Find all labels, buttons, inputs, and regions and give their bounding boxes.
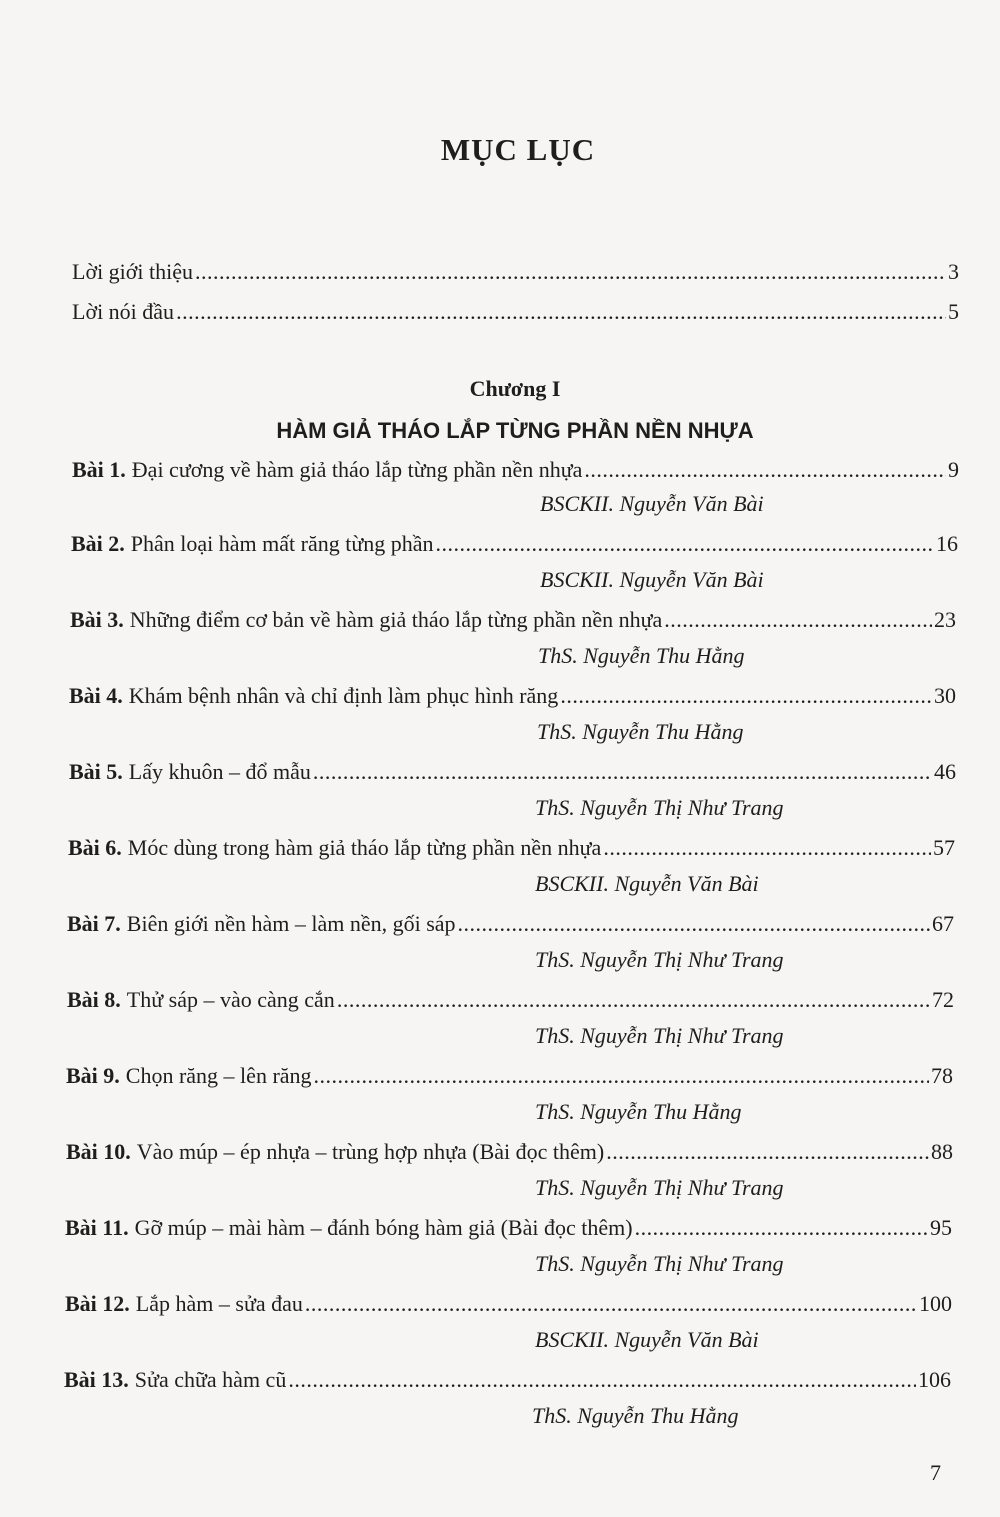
toc-entry-lesson-5	[69, 758, 956, 786]
toc-entry-preface	[72, 298, 959, 326]
entry-page: 88	[931, 1139, 953, 1164]
entry-title: Khám bệnh nhân và chỉ định làm phục hình răng	[128, 683, 559, 708]
lesson-number: Bài 11.	[65, 1215, 129, 1240]
leader-dots	[436, 530, 934, 558]
leader-dots	[606, 1138, 929, 1166]
lesson-author: BSCKII. Nguyễn Văn Bài	[540, 567, 764, 592]
lesson-author: ThS. Nguyễn Thu Hằng	[535, 1099, 742, 1124]
leader-dots	[195, 258, 946, 286]
entry-page: 5	[948, 299, 959, 324]
leader-dots	[635, 1214, 928, 1242]
entry-page: 57	[933, 835, 955, 860]
lesson-number: Bài 2.	[71, 531, 125, 556]
lesson-author: ThS. Nguyễn Thu Hằng	[538, 643, 745, 668]
lesson-author: ThS. Nguyễn Thị Như Trang	[535, 1023, 784, 1048]
toc-entry-lesson-2	[71, 530, 958, 558]
entry-page: 95	[930, 1215, 952, 1240]
entry-page: 100	[919, 1291, 952, 1316]
leader-dots	[305, 1290, 917, 1318]
lesson-number: Bài 3.	[70, 607, 124, 632]
lesson-number: Bài 4.	[69, 683, 123, 708]
lesson-author: ThS. Nguyễn Thu Hằng	[532, 1403, 739, 1428]
entry-page: 106	[918, 1367, 951, 1392]
chapter-title: HÀM GIẢ THÁO LẮP TỪNG PHẦN NỀN NHỰA	[276, 418, 754, 443]
toc-entry-foreword	[72, 258, 959, 286]
entry-title: Móc dùng trong hàm giả tháo lắp từng phần nền nhựa	[127, 835, 602, 860]
leader-dots	[603, 834, 931, 862]
toc-entry-lesson-7	[67, 910, 954, 938]
toc-entry-lesson-11	[65, 1214, 952, 1242]
entry-title: Đại cương về hàm giả tháo lắp từng phần nền nhựa	[131, 457, 583, 482]
leader-dots	[584, 456, 946, 484]
lesson-author: ThS. Nguyễn Thu Hằng	[537, 719, 744, 744]
leader-dots	[314, 1062, 929, 1090]
chapter-label: Chương I	[469, 376, 561, 401]
leader-dots	[176, 298, 946, 326]
leader-dots	[664, 606, 932, 634]
entry-page: 16	[936, 531, 958, 556]
entry-title: Chọn răng – lên răng	[125, 1063, 312, 1088]
entry-title: Lắp hàm – sửa đau	[135, 1291, 303, 1316]
lesson-author: ThS. Nguyễn Thị Như Trang	[535, 1175, 784, 1200]
page-number: 7	[930, 1460, 941, 1485]
page-title: MỤC LỤC	[440, 132, 596, 167]
entry-page: 78	[931, 1063, 953, 1088]
entry-title: Lấy khuôn – đổ mẫu	[128, 759, 311, 784]
lesson-author: ThS. Nguyễn Thị Như Trang	[535, 1251, 784, 1276]
entry-page: 3	[948, 259, 959, 284]
lesson-number: Bài 7.	[67, 911, 121, 936]
entry-page: 30	[934, 683, 956, 708]
toc-entry-lesson-13	[64, 1366, 951, 1394]
lesson-author: ThS. Nguyễn Thị Như Trang	[535, 795, 784, 820]
lesson-number: Bài 6.	[68, 835, 122, 860]
entry-title: Vào múp – ép nhựa – trùng hợp nhựa (Bài đọc thêm)	[136, 1139, 605, 1164]
entry-title: Phân loại hàm mất răng từng phần	[130, 531, 434, 556]
toc-entry-lesson-3	[70, 606, 956, 634]
entry-page: 67	[932, 911, 954, 936]
entry-title: Những điểm cơ bản về hàm giả tháo lắp từng phần nền nhựa	[129, 607, 663, 632]
leader-dots	[458, 910, 930, 938]
entry-page: 72	[932, 987, 954, 1012]
lesson-author: BSCKII. Nguyễn Văn Bài	[535, 1327, 759, 1352]
lesson-number: Bài 5.	[69, 759, 123, 784]
entry-title: Sửa chữa hàm cũ	[134, 1367, 287, 1392]
toc-entry-lesson-4	[69, 682, 956, 710]
toc-entry-lesson-6	[68, 834, 955, 862]
leader-dots	[337, 986, 930, 1014]
entry-page: 23	[934, 607, 956, 632]
lesson-number: Bài 10.	[66, 1139, 131, 1164]
lesson-number: Bài 9.	[66, 1063, 120, 1088]
leader-dots	[313, 758, 932, 786]
lesson-author: BSCKII. Nguyễn Văn Bài	[540, 491, 764, 516]
lesson-number: Bài 12.	[65, 1291, 130, 1316]
lesson-number: Bài 1.	[72, 457, 126, 482]
lesson-number: Bài 13.	[64, 1367, 129, 1392]
entry-title: Lời nói đầu	[72, 299, 175, 324]
entry-title: Gỡ múp – mài hàm – đánh bóng hàm giả (Bài đọc thêm)	[134, 1215, 633, 1240]
toc-entry-lesson-12	[65, 1290, 952, 1318]
toc-entry-lesson-9	[66, 1062, 953, 1090]
entry-title: Thử sáp – vào càng cắn	[126, 987, 335, 1012]
entry-page: 46	[934, 759, 956, 784]
entry-title: Biên giới nền hàm – làm nền, gối sáp	[126, 911, 456, 936]
lesson-number: Bài 8.	[67, 987, 121, 1012]
entry-page: 9	[948, 457, 959, 482]
toc-entry-lesson-8	[67, 986, 954, 1014]
toc-entry-lesson-10	[66, 1138, 953, 1166]
leader-dots	[560, 682, 932, 710]
entry-title: Lời giới thiệu	[72, 259, 194, 284]
toc-entry-lesson-1	[72, 456, 959, 484]
lesson-author: BSCKII. Nguyễn Văn Bài	[535, 871, 759, 896]
lesson-author: ThS. Nguyễn Thị Như Trang	[535, 947, 784, 972]
leader-dots	[288, 1366, 916, 1394]
